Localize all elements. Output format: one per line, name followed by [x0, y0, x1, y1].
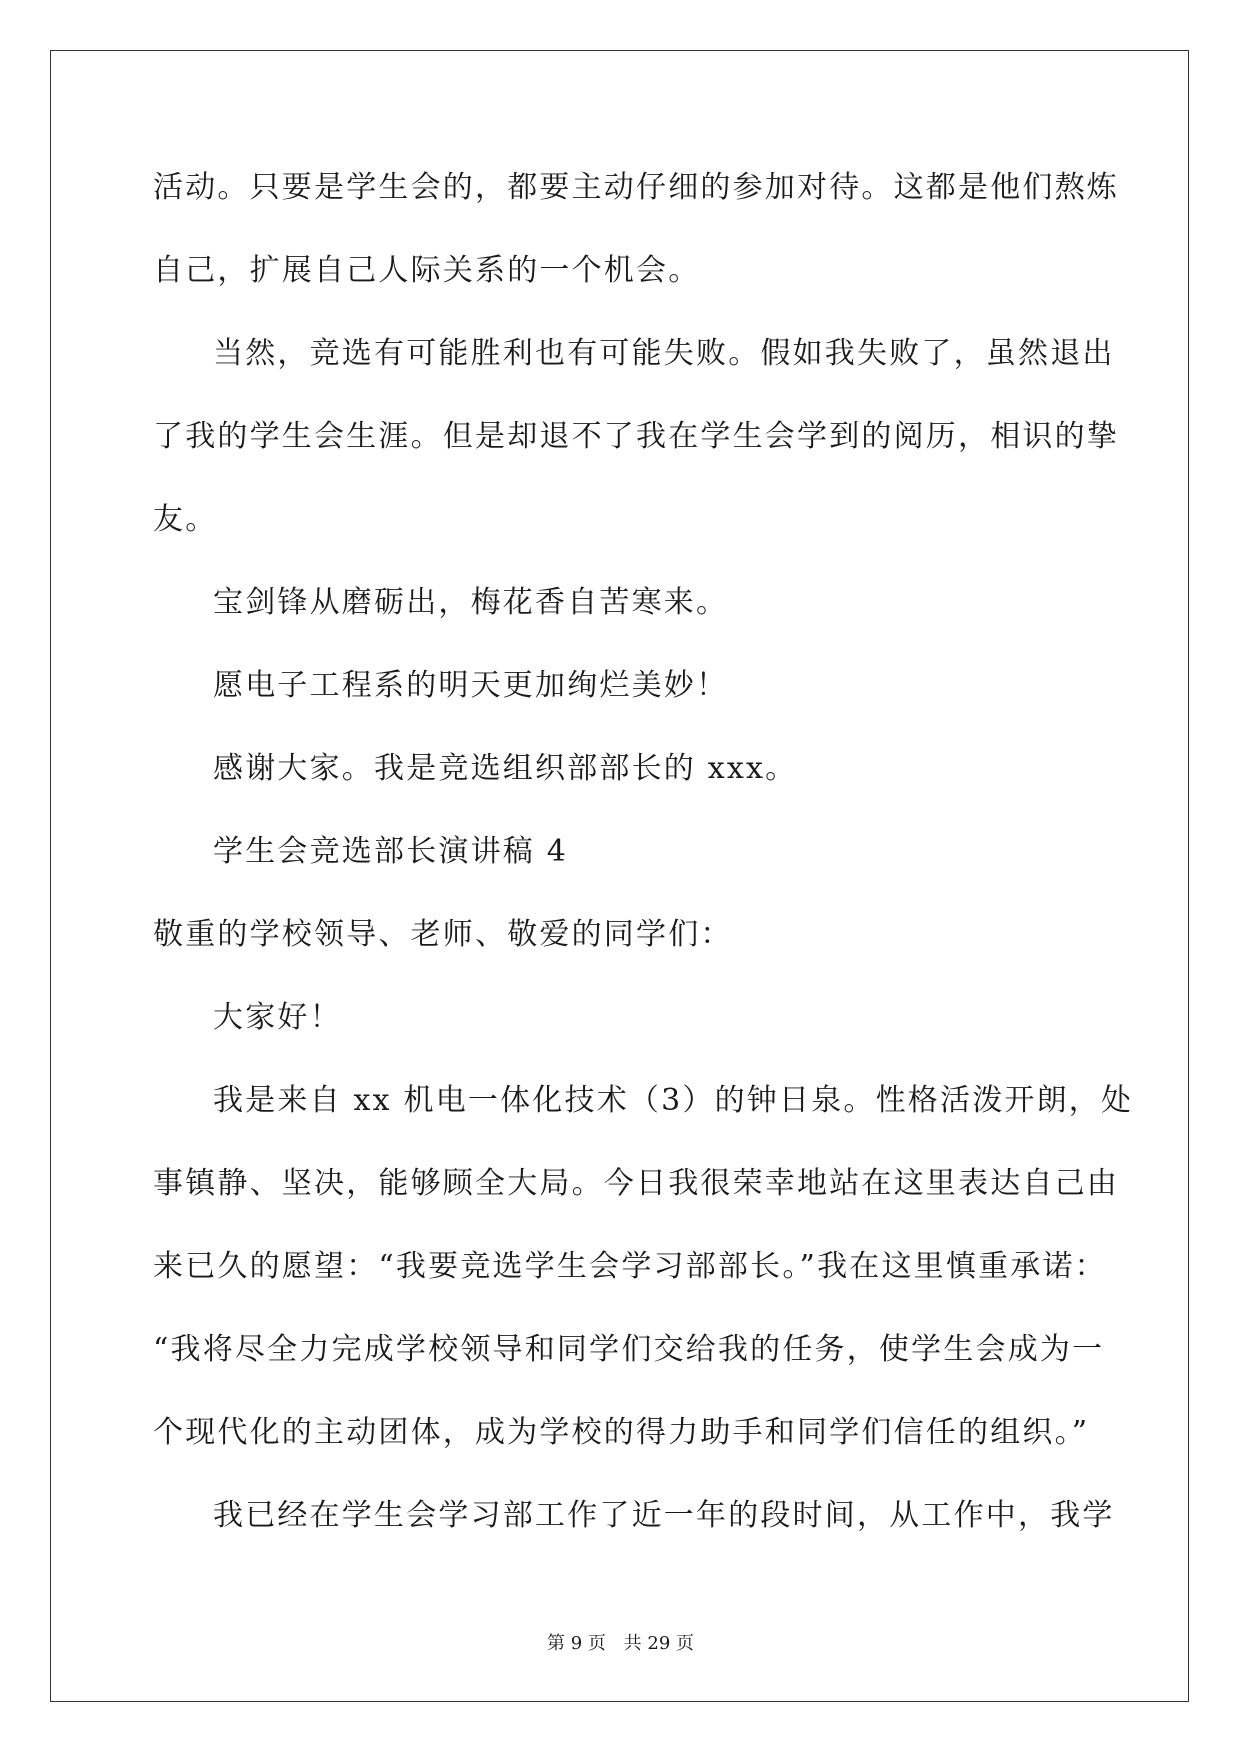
page-border	[50, 50, 1189, 1702]
text-line: “我将尽全力完成学校领导和同学们交给我的任务，使学生会成为一	[153, 1332, 1105, 1367]
salutation: 敬重的学校领导、老师、敬爱的同学们：	[153, 917, 733, 952]
page-footer	[0, 1632, 1241, 1656]
text-line: 感谢大家。我是竞选组织部部长的 xxx。	[213, 751, 798, 786]
text-line: 自己，扩展自己人际关系的一个机会。	[153, 253, 701, 288]
text-line: 个现代化的主动团体，成为学校的得力助手和同学们信任的组织。”	[153, 1415, 1090, 1450]
text-line: 我已经在学生会学习部工作了近一年的段时间，从工作中，我学	[213, 1498, 1115, 1533]
text-line: 愿电子工程系的明天更加绚烂美妙！	[213, 668, 729, 703]
text-line: 来已久的愿望：“我要竞选学生会学习部部长。”我在这里慎重承诺：	[153, 1249, 1107, 1284]
text-line: 宝剑锋从磨砺出，梅花香自苦寒来。	[213, 585, 729, 620]
page-number: 第 9 页	[547, 1633, 606, 1654]
text-line: 活动。只要是学生会的，都要主动仔细的参加对待。这都是他们熬炼	[153, 170, 1119, 205]
text-line: 了我的学生会生涯。但是却退不了我在学生会学到的阅历，相识的挚	[153, 419, 1119, 454]
text-line: 我是来自 xx 机电一体化技术（3）的钟日泉。性格活泼开朗，处	[213, 1083, 1134, 1118]
text-line: 友。	[153, 502, 218, 537]
text-line: 事镇静、坚决，能够顾全大局。今日我很荣幸地站在这里表达自己由	[153, 1166, 1119, 1201]
page-total: 共 29 页	[623, 1633, 694, 1654]
text-line: 当然，竞选有可能胜利也有可能失败。假如我失败了，虽然退出	[213, 336, 1115, 371]
section-heading: 学生会竞选部长演讲稿 4	[213, 834, 569, 869]
greeting: 大家好！	[213, 1000, 342, 1035]
